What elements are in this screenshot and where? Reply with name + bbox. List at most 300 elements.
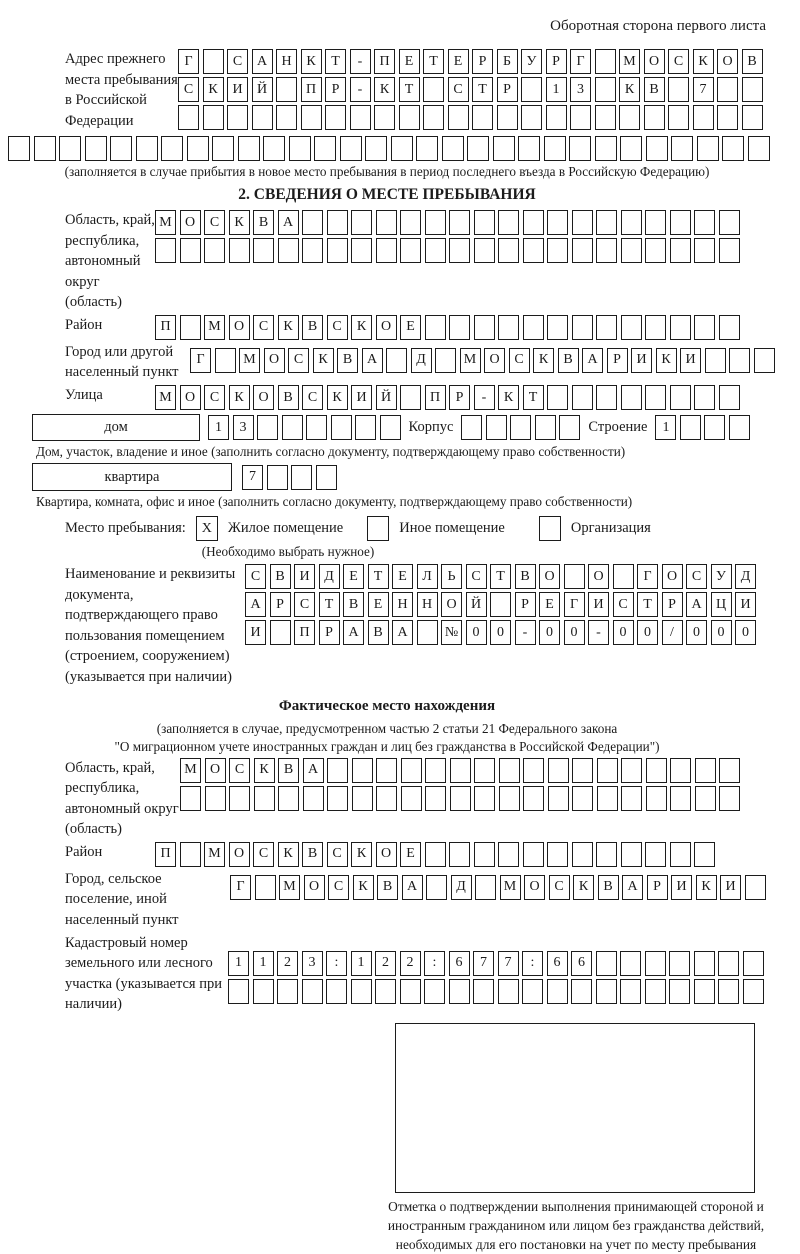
char-box [719,210,740,235]
apartment-block [32,463,766,491]
char-box [694,210,715,235]
char-box: Т [399,77,420,102]
stroenie-row [655,415,750,440]
char-box: П [294,620,315,645]
char-box: 7 [242,465,263,490]
char-box [400,210,421,235]
char-box [523,315,544,340]
char-box: Р [319,620,340,645]
char-box [596,238,617,263]
stroenie-label: Строение [588,419,648,436]
char-box: И [588,592,609,617]
char-box [203,105,224,130]
char-box: Р [270,592,291,617]
stay-type-label: Место пребывания: [65,520,186,537]
stay-option-organization-checkbox [539,516,561,541]
prev-address-row-2 [178,77,763,102]
region-block [8,210,766,313]
char-box [203,49,224,74]
char-box: Е [539,592,560,617]
char-box [474,210,495,235]
char-box: / [662,620,683,645]
char-box: О [229,315,250,340]
cadastral-block [8,933,766,1015]
char-box [694,238,715,263]
char-box [694,385,715,410]
char-box [253,238,274,263]
char-box: Т [423,49,444,74]
char-box [669,951,690,976]
char-box: А [402,875,423,900]
char-box [276,105,297,130]
actual-location-note-2: "О миграционном учете иностранных граждан и лиц без гражданства в Российской Федерации") [114,738,660,754]
char-box [705,348,726,373]
char-box: О [484,348,505,373]
char-box [547,315,568,340]
char-box [498,238,519,263]
char-box: Т [637,592,658,617]
char-box: В [558,348,579,373]
char-box [400,979,421,1004]
char-box [670,758,691,783]
char-box [748,136,770,161]
char-box: 1 [208,415,229,440]
char-box: С [204,385,225,410]
char-box: Е [400,842,421,867]
actual-region-block [8,758,766,840]
char-box: Р [449,385,470,410]
char-box: Е [392,564,413,589]
char-box: Г [190,348,211,373]
char-box: Т [325,49,346,74]
char-box: 0 [466,620,487,645]
char-box [276,77,297,102]
char-box [722,136,744,161]
confirmation-stamp-box [395,1023,755,1193]
char-box: К [498,385,519,410]
char-box [253,979,274,1004]
char-box [743,951,764,976]
char-box [435,348,456,373]
char-box: С [668,49,689,74]
char-box [474,238,495,263]
char-box: С [686,564,707,589]
char-box: Г [230,875,251,900]
char-box: К [203,77,224,102]
char-box [572,210,593,235]
char-box [572,315,593,340]
char-box [380,415,401,440]
char-box: А [278,210,299,235]
char-box: О [524,875,545,900]
char-box [671,136,693,161]
actual-city-row [230,875,766,900]
char-box: О [376,842,397,867]
char-box: 1 [351,951,372,976]
char-box: Ц [711,592,732,617]
street-row [155,385,740,410]
region-row-2 [155,238,740,263]
char-box: К [351,842,372,867]
actual-location-title: Фактическое место нахождения [278,697,496,714]
char-box [400,238,421,263]
char-box: С [253,842,274,867]
char-box: О [539,564,560,589]
char-box: И [351,385,372,410]
house-type-box: дом [32,414,200,441]
char-box [670,786,691,811]
char-box [448,105,469,130]
char-box [704,415,725,440]
char-box [490,592,511,617]
region-row-1 [155,210,740,235]
char-box [391,136,413,161]
cadastral-label: Кадастровый номер земельного или лесного участка (указывается при наличии) [65,934,222,1013]
char-box: С [328,875,349,900]
char-box [399,105,420,130]
char-box [467,136,489,161]
char-box [229,238,250,263]
char-box [548,758,569,783]
char-box [522,979,543,1004]
char-box [263,136,285,161]
char-box: К [301,49,322,74]
char-box [595,105,616,130]
actual-city-label: Город, сельское поселение, иной населенный пункт [65,870,179,928]
page-side-note: Оборотная сторона первого листа [550,18,766,34]
char-box: В [302,842,323,867]
char-box [498,315,519,340]
char-box [355,415,376,440]
char-box [267,465,288,490]
char-box [472,105,493,130]
char-box [110,136,132,161]
char-box [326,979,347,1004]
char-box [278,786,299,811]
char-box: Т [490,564,511,589]
stay-type-note: (Необходимо выбрать нужное) [201,544,375,560]
char-box: М [239,348,260,373]
char-box: М [619,49,640,74]
char-box: 1 [253,951,274,976]
actual-district-block [8,842,766,867]
stay-option-residential-label: Жилое помещение [227,520,344,537]
char-box [645,238,666,263]
char-box [351,979,372,1004]
char-box [327,786,348,811]
char-box: Р [325,77,346,102]
char-box [416,136,438,161]
char-box [215,348,236,373]
char-box: О [180,385,201,410]
char-box: О [180,210,201,235]
char-box: Й [376,385,397,410]
char-box [425,786,446,811]
char-box: Т [523,385,544,410]
char-box: Д [735,564,756,589]
char-box [572,385,593,410]
char-box [8,136,30,161]
stay-option-residential-checkbox: X [196,516,218,541]
char-box [376,758,397,783]
char-box: Р [515,592,536,617]
char-box [597,758,618,783]
char-box [327,238,348,263]
prev-address-block [8,49,766,133]
char-box [254,786,275,811]
char-box: В [270,564,291,589]
char-box [596,315,617,340]
char-box: А [245,592,266,617]
char-box: С [245,564,266,589]
district-label: Район [65,316,103,333]
char-box [595,49,616,74]
char-box: А [686,592,707,617]
char-box: 1 [546,77,567,102]
char-box [717,105,738,130]
char-box [325,105,346,130]
char-box: : [326,951,347,976]
char-box [669,979,690,1004]
char-box [59,136,81,161]
prev-address-label: Адрес прежнего места пребывания в Российской Федерации [65,51,178,129]
char-box: Й [252,77,273,102]
char-box [425,842,446,867]
char-box [719,238,740,263]
char-box: Г [570,49,591,74]
char-box [621,786,642,811]
char-box [521,77,542,102]
char-box [572,238,593,263]
char-box: Д [451,875,472,900]
char-box [442,136,464,161]
char-box: О [588,564,609,589]
char-box: К [353,875,374,900]
char-box: И [735,592,756,617]
char-box: - [515,620,536,645]
char-box: И [294,564,315,589]
city-row [190,348,775,373]
char-box: К [656,348,677,373]
char-box: 6 [571,951,592,976]
korpus-label: Корпус [408,419,454,436]
char-box [136,136,158,161]
char-box [499,786,520,811]
char-box [289,136,311,161]
char-box: П [155,315,176,340]
char-box [302,238,323,263]
char-box: 2 [375,951,396,976]
region-rows [155,210,740,266]
char-box [621,758,642,783]
char-box: К [229,385,250,410]
char-box: И [671,875,692,900]
document-label: Наименование и реквизиты документа, подтверждающего право пользования помещением (строением, сооружением) (указывается при наличии) [65,566,236,685]
char-box: - [588,620,609,645]
char-box [729,348,750,373]
char-box [646,136,668,161]
char-box [694,979,715,1004]
char-box: Т [368,564,389,589]
char-box [645,385,666,410]
char-box [474,315,495,340]
char-box: К [351,315,372,340]
char-box [155,238,176,263]
district-block [8,315,766,340]
char-box [695,786,716,811]
char-box [523,842,544,867]
char-box: С [204,210,225,235]
char-box: С [302,385,323,410]
char-box: С [613,592,634,617]
char-box: А [392,620,413,645]
char-box: 0 [613,620,634,645]
char-box [523,786,544,811]
street-block [8,385,766,410]
char-box [486,415,507,440]
document-block [8,564,766,687]
char-box [745,875,766,900]
region-label: Область, край, республика, автономный округ (область) [65,212,155,311]
char-box: С [509,348,530,373]
char-box [719,758,740,783]
document-row-3 [245,620,756,645]
char-box: М [155,385,176,410]
char-box: К [573,875,594,900]
char-box: В [343,592,364,617]
char-box [670,842,691,867]
char-box: 1 [228,951,249,976]
char-box: И [245,620,266,645]
char-box [743,979,764,1004]
char-box [306,415,327,440]
cadastral-rows [228,951,764,1007]
char-box [596,210,617,235]
char-box: 0 [564,620,585,645]
char-box [718,979,739,1004]
char-box [680,415,701,440]
char-box: К [327,385,348,410]
char-box: М [155,210,176,235]
char-box [693,105,714,130]
prev-address-note: (заполняется в случае прибытия в новое место пребывания в период последнего въезда в Российскую Федерацию) [64,164,710,179]
cadastral-row-1 [228,951,764,976]
char-box: Р [472,49,493,74]
char-box: Е [343,564,364,589]
char-box [570,105,591,130]
char-box: А [362,348,383,373]
char-box: П [301,77,322,102]
char-box [646,786,667,811]
char-box: М [204,842,225,867]
stay-option-other-label: Иное помещение [399,520,505,537]
char-box [569,136,591,161]
section2-title: 2. СВЕДЕНИЯ О МЕСТЕ ПРЕБЫВАНИЯ [238,186,536,203]
char-box [523,758,544,783]
stay-option-organization-label: Организация [570,520,651,537]
char-box [449,210,470,235]
char-box: Г [637,564,658,589]
char-box [595,136,617,161]
char-box: А [622,875,643,900]
char-box [498,210,519,235]
char-box [212,136,234,161]
char-box: А [582,348,603,373]
char-box: Н [417,592,438,617]
char-box: О [717,49,738,74]
actual-location-note-1: (заполняется в случае, предусмотренном частью 2 статьи 21 Федерального закона [156,720,618,736]
char-box [646,758,667,783]
char-box: С [178,77,199,102]
char-box [376,786,397,811]
char-box [645,210,666,235]
char-box [718,951,739,976]
char-box: 1 [655,415,676,440]
char-box [559,415,580,440]
char-box [352,758,373,783]
document-rows [245,564,756,648]
house-number-row [208,415,401,440]
actual-region-row-2 [180,786,740,811]
char-box: К [533,348,554,373]
char-box: К [313,348,334,373]
char-box [351,238,372,263]
char-box: С [288,348,309,373]
char-box [303,786,324,811]
char-box [425,315,446,340]
char-box: 3 [570,77,591,102]
char-box: 0 [637,620,658,645]
char-box [547,842,568,867]
char-box: М [279,875,300,900]
char-box [302,210,323,235]
char-box [645,951,666,976]
actual-district-row [155,842,715,867]
char-box: В [515,564,536,589]
char-box [277,979,298,1004]
char-box [401,786,422,811]
char-box: О [304,875,325,900]
actual-region-label: Область, край, республика, автономный округ (область) [65,759,179,838]
char-box: Е [399,49,420,74]
char-box: 0 [686,620,707,645]
char-box [742,77,763,102]
char-box [697,136,719,161]
char-box: М [500,875,521,900]
char-box [645,842,666,867]
char-box [85,136,107,161]
char-box [620,979,641,1004]
char-box: С [327,315,348,340]
char-box [572,786,593,811]
char-box: В [253,210,274,235]
char-box: А [252,49,273,74]
char-box [425,758,446,783]
char-box: К [374,77,395,102]
char-box: Е [400,315,421,340]
char-box: К [696,875,717,900]
char-box [670,238,691,263]
char-box [547,238,568,263]
char-box: О [662,564,683,589]
char-box [314,136,336,161]
char-box [178,105,199,130]
char-box [668,77,689,102]
char-box [668,105,689,130]
char-box [694,315,715,340]
char-box [376,238,397,263]
char-box: Ь [441,564,462,589]
